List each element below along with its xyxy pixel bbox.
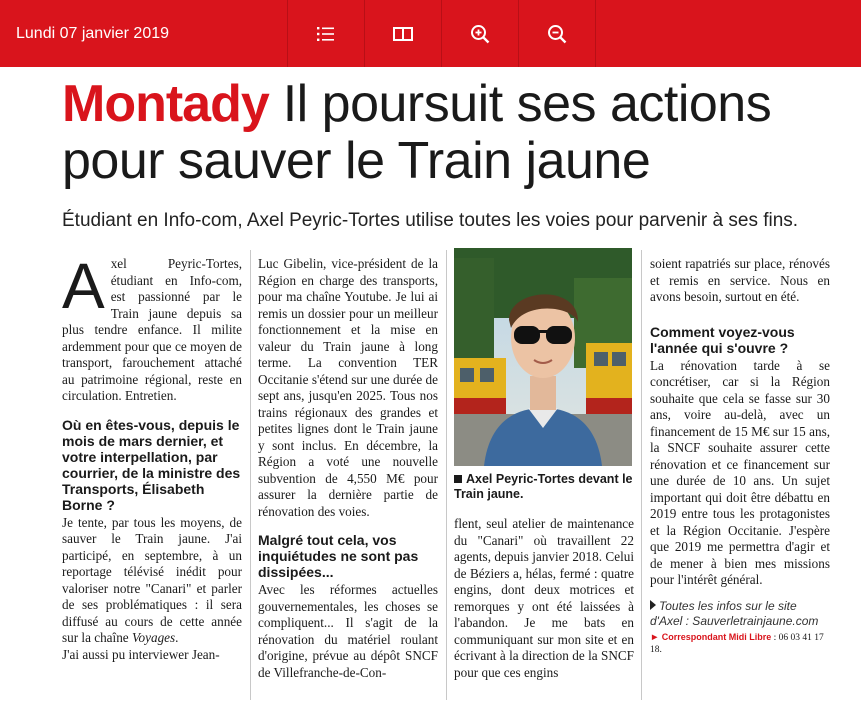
column-divider — [446, 250, 447, 700]
body-paragraph: Luc Gibelin, vice-président de la Région en charge des transports, pour ma chaîne Youtube. Je lui ai remis un dossier pour un meilleur fonctionnement et la mise en valeur du Train jaune à long terme. La convention TER Occitanie s'étend sur une durée de sept ans, jusqu'en 2025. Tous nos trains régionaux des grandes et petites lignes dont le Train jaune y sont inclus. En décembre, la Région a voté une nouvelle subvention de 4,550 M€ pour assurer la dernière partie de rénovation des voies. — [258, 256, 438, 519]
answer-1: Je tente, par tous les moyens, de sauver le Train jaune. J'ai participé, en septembre, à un reportage télévisé inédit pour valoriser notre "Canari" et parler de ses problématiques : il sera diffusé au cours de cette année sur la chaîne Voyages. — [62, 514, 242, 645]
column-divider — [250, 250, 251, 700]
answer-3: La rénovation tarde à se concrétiser, car si la Région souhaite que cela se fasse sur 30 ans, voire au-delà, avec un financement de 15 M€ sur 15 ans, la SNCF souhaite assurer cette rénovation et ce financement sur une durée de 10 ans. Un sujet important qui doit être débattu en 2019 entre tous les protagonistes et la Région Occitanie. J'espère que 2019 me permettra d'agir et de mener à bien mes missions pour l'intérêt général. — [650, 357, 830, 587]
article-subtitle: Étudiant en Info-com, Axel Peyric-Tortes utilise toutes les voies pour parvenir à ses fins. — [62, 210, 799, 231]
book-icon — [393, 26, 413, 42]
body-paragraph: flent, seul atelier de maintenance du "Canari" où travaillent 22 agents, depuis janvier 2018. Celui de Béziers a, hélas, fermé : quatre engins, dont deux motrices et remorques y ont été laissées à l'abandon. Je me bats en communiquant sur mon site et en écrivant à la direction de la SNCF pour que ces engins — [454, 516, 634, 680]
body-paragraph: soient rapatriés sur place, rénovés et remis en service. Nous en avons besoin, surtout en été. — [650, 256, 830, 304]
caption-bullet-icon — [454, 475, 462, 483]
list-icon — [317, 26, 335, 42]
article-column-4 — [650, 256, 830, 656]
correspondent-credit: ► Correspondant Midi Libre : 06 03 41 17 18. — [650, 631, 824, 655]
article-column-2 — [258, 256, 438, 681]
arrow-icon: ► — [650, 632, 660, 643]
zoom-out-icon — [547, 24, 567, 44]
double-page-button[interactable] — [365, 0, 442, 67]
zoom-out-button[interactable] — [519, 0, 596, 67]
intro-paragraph: Axel Peyric-Tortes, étudiant en Info-com, est passionné par le Train jaune depuis sa plus tendre enfance. Il milite ardemment pour que ce moyen de transport, farouchement attaché au patrimoine régional, reste en circulation. Entretien. — [62, 250, 242, 403]
question-3: Comment voyez-vous l'année qui s'ouvre ? — [650, 323, 795, 356]
portrait-photo-illustration — [454, 248, 632, 466]
zoom-in-icon — [470, 24, 490, 44]
column-divider — [641, 250, 642, 700]
triangle-bullet-icon — [650, 600, 656, 610]
list-view-button[interactable] — [288, 0, 365, 67]
article-headline — [62, 76, 842, 190]
zoom-in-button[interactable] — [442, 0, 519, 67]
headline-line1: Il poursuit ses actions — [268, 75, 772, 133]
headline-line2: pour sauver le Train jaune — [62, 132, 651, 190]
top-toolbar — [0, 0, 861, 67]
article-photo — [454, 248, 632, 466]
answer-2: Avec les réformes actuelles gouvernementales, les choses se compliquent... Il s'agit de la rénovation du matériel roulant d'origine, prévue au dépôt SNCF de Villefranche-de-Con- — [258, 582, 438, 680]
answer-1-continued: J'ai aussi pu interviewer Jean- — [62, 646, 220, 662]
article-column-3 — [454, 516, 634, 681]
photo-caption: Axel Peyric-Tortes devant le Train jaune. — [454, 472, 633, 501]
article-column-1 — [62, 250, 242, 663]
drop-cap: A — [62, 250, 105, 322]
edition-date: Lundi 07 janvier 2019 — [0, 0, 288, 67]
question-2: Malgré tout cela, vos inquiétudes ne sont pas dissipées... — [258, 532, 419, 580]
headline-place: Montady — [62, 75, 269, 133]
website-note: Toutes les infos sur le site d'Axel : Sauverletrainjaune.com — [650, 598, 819, 628]
question-1: Où en êtes-vous, depuis le mois de mars dernier, et votre interpellation, par courrier, de la ministre des Transports, Élisabeth Borne ? — [62, 416, 241, 513]
